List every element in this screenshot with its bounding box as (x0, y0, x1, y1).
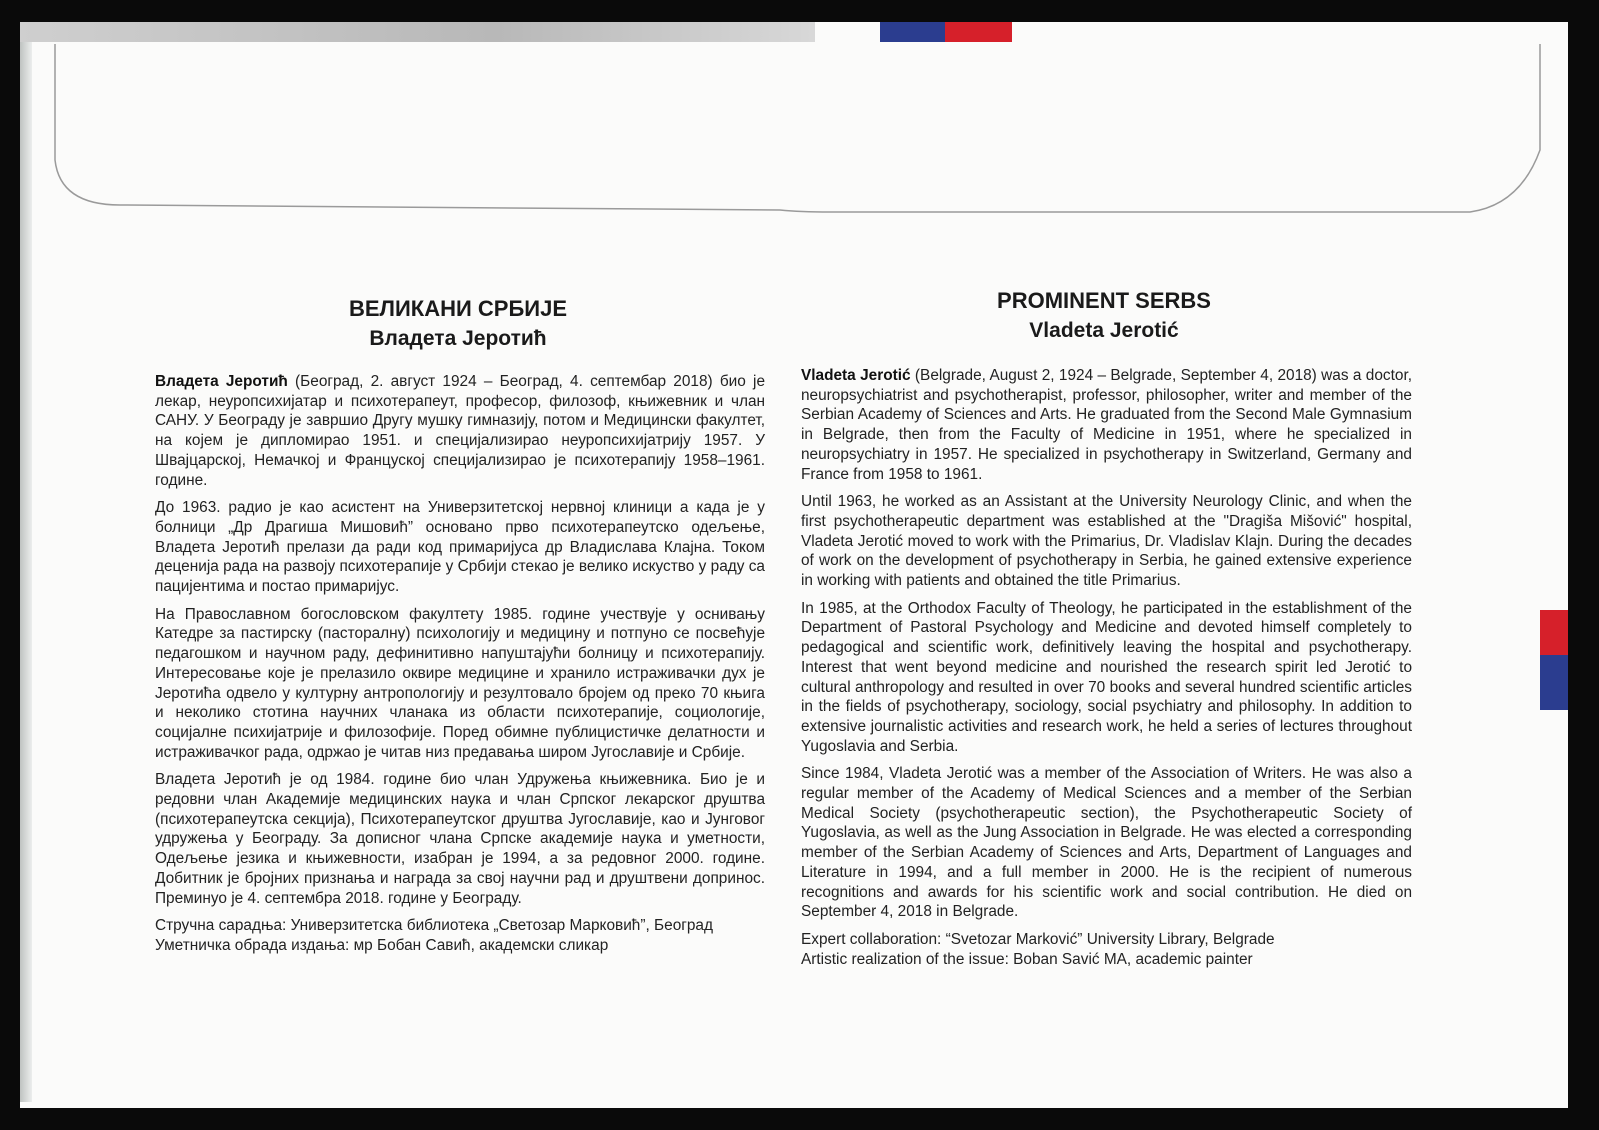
paragraph: Владета Јеротић је од 1984. године био члан Удружења књижевника. Био је и редовни члан Академије медицинских наука и члан Српског лекарског друштва (психотерапеутска секција), Психотерапеутског друштва Југославије, као и Јунговог удружења у Београду. За дописног члана Српске академије наука и уметности, Одељење језика и књижевности, изабран је 1994, а за редовног 2000. године. Добитник је бројних признања и награда за свој научни рад и друштвени допринос. Преминуо је 4. септембра 2018. године у Београду. (155, 771, 765, 907)
paragraph (155, 372, 765, 490)
paragraph-text: (Београд, 2. август 1924 – Београд, 4. септембар 2018) био је лекар, неуропсихијатар и психотерапеут, професор, филозоф, књижевник и члан САНУ. У Београду је завршио Другу мушку гимназију, потом и Медицински факултет, на којем је дипломирао 1951. и специјализирао неуропсихијатрију 1957. У Швајцарској, Немачкој и Француској специјализирао је психотерапију 1958–1961. године. (155, 373, 766, 489)
lead-name: Vladeta Jerotić (801, 367, 911, 384)
paragraph: In 1985, at the Orthodox Faculty of Theology, he participated in the establishment of the Department of Pastoral Psychology and Medicine and devoted himself completely to pedagogical and scientific work, definitively leaving the hospital and psychotherapy. Interest that went beyond medicine and nourished the research spirit led Jerotić to cultural anthropology and resulted in over 70 books and several hundred scientific articles in the fields of psychotherapy, sociology, social psychiatry and philosophy. In addition to extensive journalistic activities and research work, he held a series of lectures throughout Yugoslavia and Serbia. (801, 599, 1412, 755)
cyrillic-subtitle: Владета Јеротић (369, 327, 547, 350)
paragraph: На Православном богословском факултету 1985. године учествује у оснивању Катедре за пастирску (пасторалну) психологију и медицину и потпуно се посвећује педагошком и научном раду, дефинитивно напуштајући болницу и психотерапију. Интересовање које је прелазило оквире медицине и хранило истраживачки дух је Јеротића одвело у културну антропологију и резултовало бројем од преко 70 књига и неколико стотина научних чланака из области психотерапије, социологије, социјалне психијатрије и филозофије. Поред обимне публицистичке делатности и истраживачког рада, одржао је читав низ предавања широм Југославије и Србије. (155, 605, 765, 761)
english-heading (904, 286, 1304, 346)
credits (801, 930, 1412, 969)
cyrillic-title: ВЕЛИКАНИ СРБИЈЕ (348, 296, 568, 321)
side-stripe-blue (1540, 655, 1568, 710)
credit-line: Уметничка обрада издања: мр Бобан Савић, академски сликар (155, 936, 609, 954)
english-title: PROMINENT SERBS (997, 288, 1211, 313)
cyrillic-column (155, 372, 765, 956)
english-column (801, 366, 1412, 969)
paragraph-text: (Belgrade, August 2, 1924 – Belgrade, September 4, 2018) was a doctor, neuropsychiatrist and psychotherapist, professor, philosopher, writer and member of the Serbian Academy of Sciences and Arts. He graduated from the Second Male Gymnasium in Belgrade, then from the Faculty of Medicine in 1951, where he specialized in neuropsychiatry in 1957. He specialized in psychotherapy in Switzerland, Germany and France from 1958 to 1961. (801, 367, 1412, 483)
cyrillic-heading (258, 294, 658, 354)
paragraph: Until 1963, he worked as an Assistant at the University Neurology Clinic, and when the first psychotherapeutic department was established at the "Dragiša Mišović" hospital, Vladeta Jerotić moved to work with the Primarius, Dr. Vladislav Klajn. During the decades of work on the development of psychotherapy in Serbia, he gained extensive experience in working with patients and obtained the title Primarius. (801, 493, 1412, 590)
credit-line: Artistic realization of the issue: Boban Savić MA, academic painter (801, 950, 1253, 968)
credit-line: Стручна сарадња: Универзитетска библиотека „Светозар Марковић”, Београд (155, 917, 713, 935)
paragraph: До 1963. радио је као асистент на Универзитетској нервној клиници а када је у болници „Др Драгиша Мишовић” основано прво психотерапеутско одељење, Владета Јеротић прелази да ради код примаријуса др Владислава Клајна. Током деценија рада на развоју психотерапије у Србији стекао је велико искуство у раду са пацијентима и постао примаријус. (155, 499, 765, 596)
english-subtitle: Vladeta Jerotić (1029, 319, 1179, 342)
paragraph: Since 1984, Vladeta Jerotić was a member of the Association of Writers. He was also a regular member of the Academy of Medical Sciences and a member of the Serbian Medical Society (psychotherapeutic section), the Psychotherapeutic Society of Yugoslavia, as well as the Jung Association in Belgrade. He was elected a corresponding member of the Serbian Academy of Sciences and Arts, Department of Languages and Literature in 1994, and a full member in 2000. He is the recipient of numerous recognitions and awards for his scientific work and social contribution. He died on September 4, 2018 in Belgrade. (801, 765, 1412, 921)
envelope-flap (0, 0, 1599, 260)
lead-name: Владета Јеротић (155, 373, 288, 390)
side-stripe-red (1540, 610, 1568, 655)
paragraph (801, 366, 1412, 484)
credit-line: Expert collaboration: “Svetozar Marković” University Library, Belgrade (801, 930, 1275, 948)
credits (155, 916, 765, 955)
